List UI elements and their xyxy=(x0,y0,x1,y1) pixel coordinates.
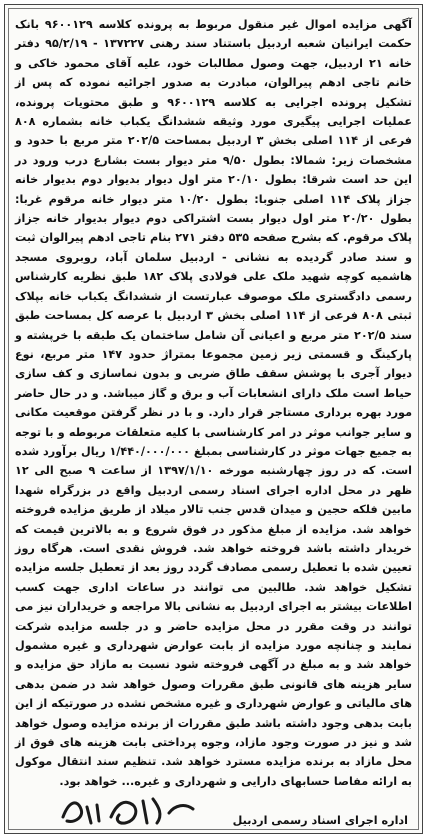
auction-notice-text: آگهی مزایده اموال غیر منقول مربوط به پرونده کلاسه ۹۶۰۰۱۲۹ بانک حکمت ایرانیان شعبه اردبیل باستناد سند رهنی ۱۳۷۲۲۷ - ۹۵/۲/۱۹ دفتر خانه ۲۱ اردبیل، جهت وصول مطالبات خود، علیه آقای محمود خاکی و خانم تاجی ادهم پیرالوان، مبادرت به صدور اجرائیه نموده که پس از تشکیل پرونده اجرایی به کلاسه ۹۶۰۰۱۲۹ و طبق محتویات پرونده، عملیات اجرایی پیگیری مورد وثیقه ششدانگ یکباب خانه بشماره ۸۰۸ فرعی از ۱۱۴ اصلی بخش ۳ اردبیل بمساحت ۲۰۲/۵ متر مربع با حدود و مشخصات زیر: شمالا: بطول ۹/۵۰ متر دیوار بست بشارع درب ورود در این حد است شرقا: بطول ۲۰/۱۰ متر اول دیوار بدیوار دوم بدیوار خانه جزاز پلاک ۱۱۴ اصلی جنوبا: بطول ۱۰/۲۰ متر دیوار خانه مرقوم غربا: بطول ۲۰/۲۰ متر اول دیوار بست اشتراکی دوم دیوار بدیوار خانه جزاز پلاک مرقوم. که بشرح صفحه ۵۳۵ دفتر ۲۷۱ بنام تاجی ادهم پیرالوان ثبت و سند صادر گردیده به نشانی - اردبیل سلمان آباد، روبروی مسجد هاشمیه کوچه شهید ملک علی فولادی پلاک ۱۸۲ طبق نظریه کارشناس رسمی دادگستری ملک موصوف عبارتست از ششدانگ یکباب خانه بپلاک ثبتی ۸۰۸ فرعی از ۱۱۴ اصلی بخش ۳ اردبیل با عرصه کل بمساحت طبق سند ۲۰۲/۵ متر مربع و اعیانی آن شامل ساختمان یک طبقه با خرپشته و پارکینگ و قسمتی زیر زمین مجموعا بمتراژ حدود ۱۴۷ متر مربع، نوع دیوار آجری با پوشش سقف طاق ضربی و بدون نماسازی و کف سازی حیاط است ملک دارای انشعابات آب و برق و گاز میباشد. و در حال حاضر مورد بهره برداری مستاجر قرار دارد. و با در نظر گرفتن موقعیت مکانی و سایر جوانب موثر در امر کارشناسی با کلیه متعلقات مربوطه و با توجه به جمیع جهات موثر در کارشناسی بمبلغ ۱/۴۴۰/۰۰۰/۰۰۰ ریال برآورد شده است. که در روز چهارشنبه مورخه ۱۳۹۷/۱/۱۰ از ساعت ۹ صبح الی ۱۲ ظهر در محل اداره اجرای اسناد رسمی اردبیل واقع در بزرگراه شهدا مابین فلکه حجین و میدان قدس جنب تالار میلاد از طریق مزایده فروخته خواهد شد. مزایده از مبلغ مذکور در فوق شروع و به بالاترین قیمت که خریدار داشته باشد فروخته خواهد شد. فروش نقدی است. هرگاه روز تعیین شده با تعطیل رسمی مصادف گردد روز بعد از تعطیل جلسه مزایده تشکیل خواهد شد. طالبین می توانند در ساعات اداری جهت کسب اطلاعات بیشتر به اجرای اردبیل به نشانی بالا مراجعه و خریداران نیز می توانند در وقت مقرر در محل مزایده حاضر و در جلسه مزایده شرکت نمایند و چنانچه مورد مزایده از بابت عوارض شهرداری و غیره مشمول خواهد شد و به مبلغ در آگهی فروخته شود نسبت به مازاد حق مزایده و سایر هزینه های قانونی طبق مقررات وصول خواهد شد در ضمن بدهی های مالیاتی و عوارض شهرداری و غیره مشخص نشده در صورتیکه از این بابت بدهی وجود داشته باشد طبق مقررات از برنده مزایده وصول خواهد شد و نیز در صورت وجود مازاد، وجوه پرداختی بابت هزینه های فوق از محل مازاد به برنده مزایده مسترد خواهد شد. تنظیم سند انتقال موکول به ارائه مفاصا حسابهای دارایی و شهرداری و غیره... خواهد بود. xyxy=(14,18,413,788)
notice-signature: اداره اجرای اسناد رسمی اردبیل xyxy=(232,814,408,827)
auction-notice-body xyxy=(15,15,412,791)
newspaper-clipping xyxy=(4,4,423,834)
handwritten-annotation xyxy=(53,787,203,831)
